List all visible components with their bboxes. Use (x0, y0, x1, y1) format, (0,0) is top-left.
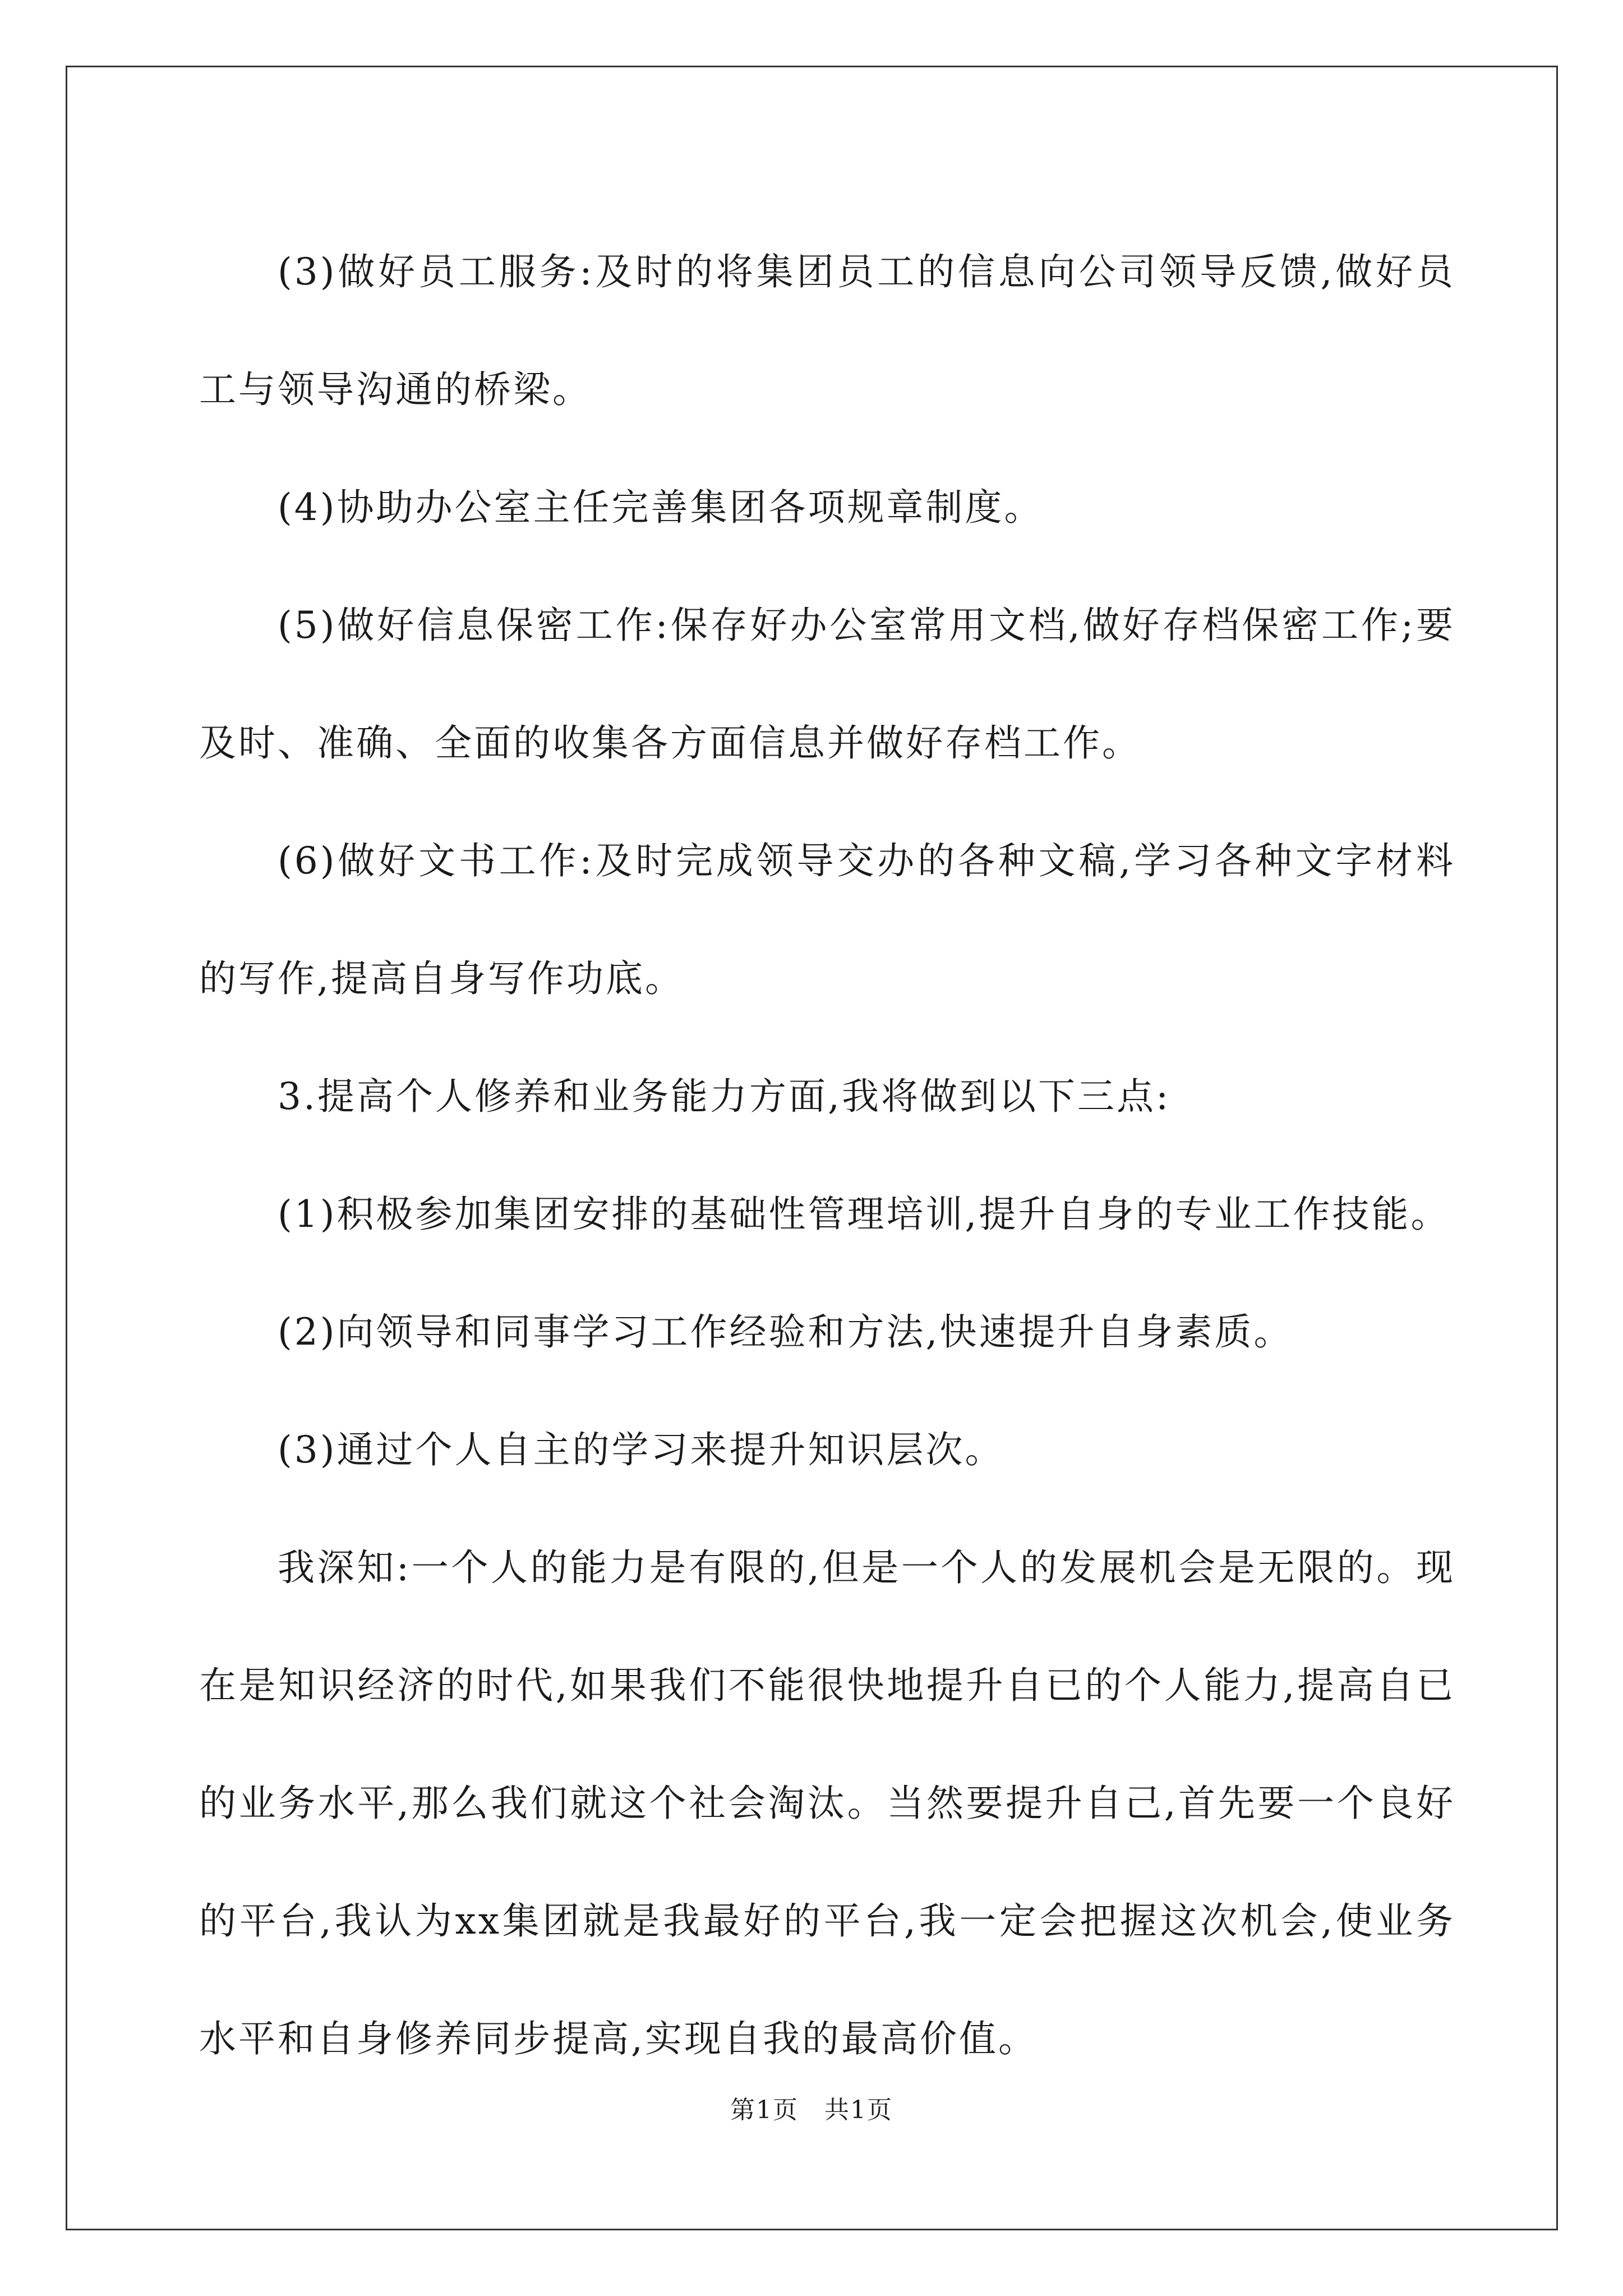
paragraph-section-3: 3.提高个人修养和业务能力方面,我将做到以下三点: (278, 1075, 1171, 1118)
document-body (199, 213, 1455, 2098)
paragraph-self-study: (3)通过个人自主的学习来提升知识层次。 (278, 1428, 1004, 1471)
page-footer: 第1页 共1页 (730, 2096, 893, 2124)
paragraph-confidentiality: (5)做好信息保密工作:保存好办公室常用文档,做好存档保密工作;要及时、准确、全面的收集各方面信息并做好存档工作。 (199, 604, 1455, 765)
paragraph-staff-service: (3)做好员工服务:及时的将集团员工的信息向公司领导反馈,做好员工与领导沟通的桥梁。 (199, 250, 1455, 411)
paragraph-training: (1)积极参加集团安排的基础性管理培训,提升自身的专业工作技能。 (278, 1193, 1450, 1236)
paragraph-paperwork: (6)做好文书工作:及时完成领导交办的各种文稿,学习各种文字材料的写作,提高自身写作功底。 (199, 839, 1455, 1000)
paragraph-learn-from-colleagues: (2)向领导和同事学习工作经验和方法,快速提升自身素质。 (278, 1310, 1293, 1354)
paragraph-conclusion: 我深知:一个人的能力是有限的,但是一个人的发展机会是无限的。现在是知识经济的时代,如果我们不能很快地提升自已的个人能力,提高自已的业务水平,那么我们就这个社会淘汰。当然要提升自己,首先要一个良好的平台,我认为xx集团就是我最好的平台,我一定会把握这次机会,使业务水平和自身修养同步提高,实现自我的最高价值。 (199, 1546, 1455, 2060)
paragraph-rules: (4)协助办公室主任完善集团各项规章制度。 (278, 486, 1044, 529)
